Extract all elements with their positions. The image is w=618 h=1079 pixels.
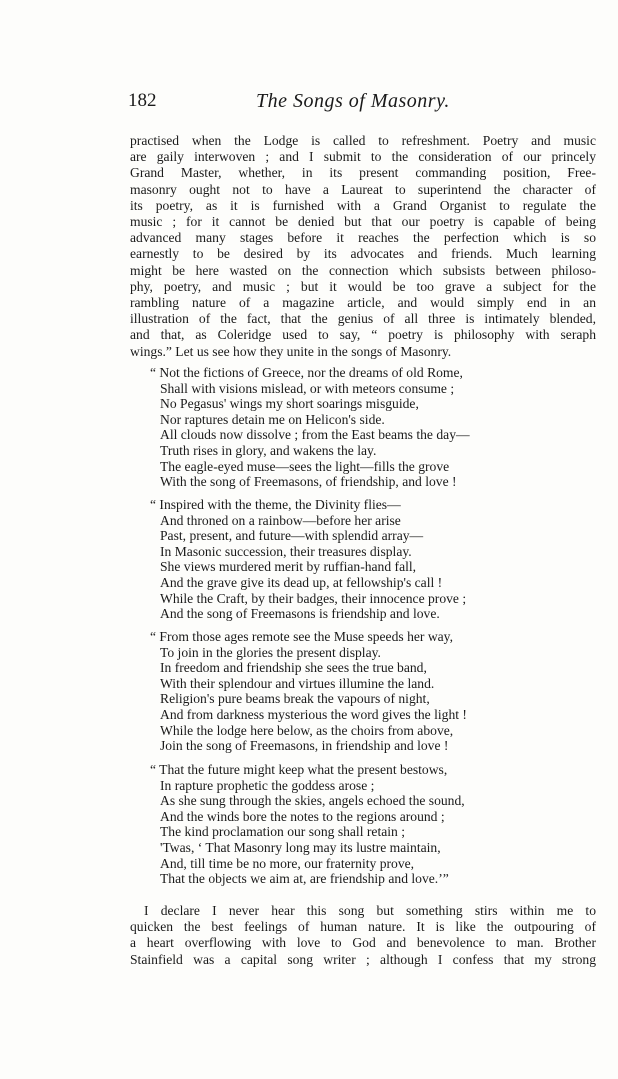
verse-line: “ From those ages remote see the Muse speeds her way,: [150, 629, 453, 644]
verse-line: Join the song of Freemasons, in friendship and love !: [160, 738, 449, 754]
verse-line: Shall with visions mislead, or with meteors consume ;: [160, 380, 455, 396]
page-number: 182: [128, 90, 157, 111]
verse-line: The kind proclamation our song shall retain ;: [160, 824, 406, 840]
verse-line: In rapture prophetic the goddess arose ;: [160, 777, 375, 793]
verse-line: While the Craft, by their badges, their innocence prove ;: [160, 590, 467, 606]
verse-line: And throned on a rainbow—before her arise: [160, 512, 401, 528]
closing-line: Stainfield was a capital song writer ; although I confess that my strong: [130, 951, 596, 967]
closing-paragraph: [130, 903, 596, 968]
verse-line: Past, present, and future—with splendid array—: [160, 528, 424, 544]
intro-line: masonry ought not to have a Laureat to superintend the character of: [130, 181, 596, 197]
intro-line: music ; for it cannot be denied but that our poetry is capable of being: [130, 214, 596, 230]
closing-line: a heart overflowing with love to God and benevolence to man. Brother: [130, 935, 596, 951]
verse-line: And the grave give its dead up, at fellowship's call !: [160, 574, 443, 590]
stanza-1: [150, 365, 590, 490]
intro-paragraph: [130, 133, 596, 360]
verse-line: While the lodge here below, as the choirs from above,: [160, 722, 454, 738]
verse-line: All clouds now dissolve ; from the East beams the day—: [160, 427, 470, 443]
verse-line: “ Not the fictions of Greece, nor the dreams of old Rome,: [150, 365, 463, 380]
verse-line: In Masonic succession, their treasures display.: [160, 543, 412, 559]
verse-line: In freedom and friendship she sees the true band,: [160, 660, 427, 676]
verse-line: And from darkness mysterious the word gives the light !: [160, 706, 467, 722]
verse-line: She views murdered merit by ruffian-hand fall,: [160, 559, 417, 575]
verse-line: Nor raptures detain me on Helicon's side.: [160, 411, 385, 427]
page-header: [128, 90, 598, 116]
verse-line: And the song of Freemasons is friendship and love.: [160, 606, 440, 622]
stanza-2: [150, 497, 590, 622]
intro-line: might be here wasted on the connection which subsists between philoso-: [130, 262, 596, 278]
verse-line: As she sung through the skies, angels echoed the sound,: [160, 793, 465, 809]
intro-line: are gaily interwoven ; and I submit to the consideration of our princely: [130, 149, 596, 165]
running-title: The Songs of Masonry.: [256, 90, 450, 112]
verse-line: And, till time be no more, our fraternity prove,: [160, 855, 415, 871]
stanza-4: [150, 762, 590, 887]
intro-line: phy, poetry, and music ; but it would be too grave a subject for the: [130, 278, 596, 294]
intro-line: and that, as Coleridge used to say, “ poetry is philosophy with seraph: [130, 327, 596, 343]
verse-line: “ Inspired with the theme, the Divinity flies—: [150, 497, 401, 512]
verse-line: To join in the glories the present display.: [160, 644, 381, 660]
intro-line: earnestly to be desired by its advocates and friends. Much learning: [130, 246, 596, 262]
verse-line: That the objects we aim at, are friendship and love.’”: [160, 871, 449, 887]
verse-line: “ That the future might keep what the present bestows,: [150, 762, 448, 777]
verse-line: Religion's pure beams break the vapours of night,: [160, 691, 430, 707]
closing-line: I declare I never hear this song but something stirs within me to: [144, 903, 596, 918]
stanza-3: [150, 629, 590, 754]
verse-line: With their splendour and virtues illumine the land.: [160, 675, 435, 691]
intro-line: rambling nature of a magazine article, and would simply end in an: [130, 295, 596, 311]
intro-line: illustration of the fact, that the genius of all three is intimately blended,: [130, 311, 596, 327]
closing-line: quicken the best feelings of human nature. It is like the outpouring of: [130, 919, 596, 935]
intro-line: practised when the Lodge is called to refreshment. Poetry and music: [130, 133, 596, 148]
verse-line: No Pegasus' wings my short soarings misguide,: [160, 396, 419, 412]
verse-line: The eagle-eyed muse—sees the light—fills the grove: [160, 458, 450, 474]
verse-line: Truth rises in glory, and wakens the lay.: [160, 442, 377, 458]
intro-line: wings.” Let us see how they unite in the songs of Masonry.: [130, 343, 452, 359]
verse-line: With the song of Freemasons, of friendship, and love !: [160, 474, 457, 490]
verse-line: 'Twas, ‘ That Masonry long may its lustre maintain,: [160, 839, 441, 855]
intro-line: advanced many stages before it reaches the perfection which is so: [130, 230, 596, 246]
intro-line: Grand Master, whether, in its present commanding position, Free-: [130, 165, 596, 181]
intro-line: its poetry, as it is furnished with a Grand Organist to regulate the: [130, 197, 596, 213]
verse-line: And the winds bore the notes to the regions around ;: [160, 808, 445, 824]
